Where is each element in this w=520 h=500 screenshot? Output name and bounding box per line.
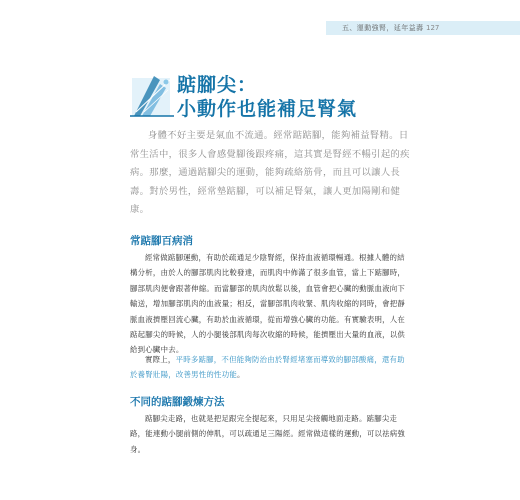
section-heading-1: 常踮腳百病消 <box>130 235 193 247</box>
body-paragraph-3: 踮腳尖走路，也就是把足跟完全提起來，只用足尖接觸地面走路。踮腳尖走路，能連動小腿前側的伸肌，可以疏通足三陽經。經常做這樣的運動，可以祛病強身。 <box>130 414 406 454</box>
section-heading-2: 不同的踮腳鍛煉方法 <box>130 396 225 408</box>
para2-tail-text: 。 <box>236 370 245 380</box>
sketch-decoration-icon <box>130 72 174 120</box>
page-title-line-2: 小動作也能補足腎氣 <box>177 98 358 120</box>
chapter-header: 五、運動強腎，延年益壽 <box>342 24 424 32</box>
page-title-line-1: 踮腳尖： <box>177 74 258 96</box>
para2-highlight-text: 平時多踮腳，不但能夠防治由於腎經堵塞而導致的腳部酸痛，還有助於養腎壯陽，改善男性的性功能 <box>130 355 405 380</box>
page-number: 127 <box>426 24 440 32</box>
body-paragraph-2 <box>130 352 410 383</box>
para2-lead-text: 實際上， <box>145 355 176 364</box>
body-paragraph-1: 經常做踮腳運動，有助於疏通足少陰腎經，保持血液循環暢通。根據人體的結構分析，由於人的腳部肌肉比較發達，而肌肉中佈滿了很多血管，當上下踮腳時，腳部肌肉便會跟著伸縮。而當腳部的肌肉放鬆以後，血管會把心臟的動脈血液向下輸送，增加腳部肌肉的血液量；相反，當腳部肌肉收緊、肌肉收縮的同時，會把靜脈血液擠壓回流心臟，有助於血液循環，從而增強心臟的功能。有實驗表明，人在踮起腳尖的時候，人的小腿後部肌肉每次收縮的時候，能擠壓出大量的血液，以供給到心臟中去。 <box>130 253 406 355</box>
intro-paragraph: 身體不好主要是氣血不流通。經常踮踮腳，能夠補益腎精。日常生活中，很多人會感覺腳後跟疼痛，這其實是腎經不暢引起的疾病。那麼，通過踮腳尖的運動，能夠疏絡筋骨，而且可以讓人長壽。對於男性，經常墊踮腳，可以補足腎氣，讓人更加陽剛和健康。 <box>130 130 410 216</box>
